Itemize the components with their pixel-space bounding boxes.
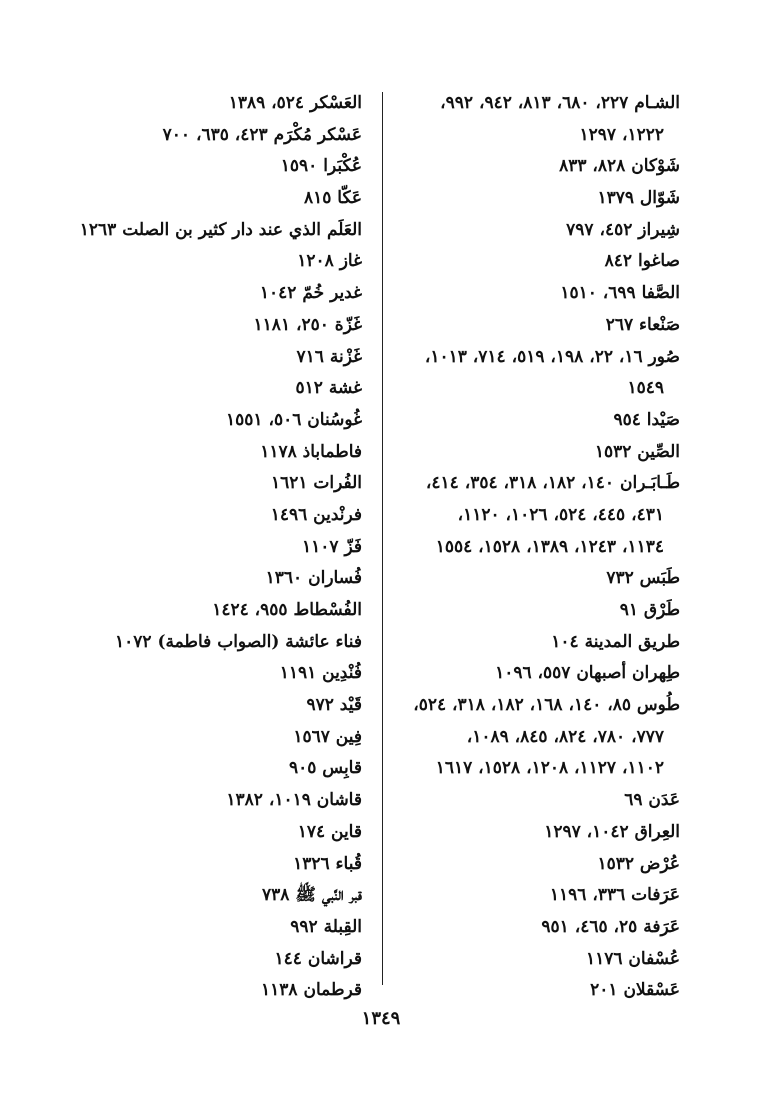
index-entry: طُوس ٨٥، ١٤٠، ١٦٨، ١٨٢، ٣١٨، ٥٢٤، <box>413 695 680 716</box>
index-entry: غدير خُمّ ١٠٤٢ <box>259 283 362 304</box>
index-entry: صَنْعاء ٢٦٧ <box>605 314 680 335</box>
index-entry: صاغوا ٨٤٢ <box>604 251 680 272</box>
index-entry: قَيْد ٩٧٢ <box>306 695 362 716</box>
index-entry: طَبَس ٧٣٢ <box>606 568 680 589</box>
index-entry-continuation: ١١٣٤، ١٢٤٣، ١٣٨٩، ١٥٢٨، ١٥٥٤ <box>435 536 664 557</box>
right-index-column <box>380 88 680 1007</box>
index-entry: شَوْكان ٨٢٨، ٨٣٣ <box>559 156 680 177</box>
index-entry: فِين ١٥٦٧ <box>293 726 362 747</box>
index-entry: شَوّال ١٣٧٩ <box>597 188 680 209</box>
index-entry-continuation: ١٥٤٩ <box>627 378 664 399</box>
index-entry: الفُرات ١٦٢١ <box>270 473 362 494</box>
index-entry: عُرْض ١٥٣٢ <box>597 853 680 874</box>
index-entry: فناء عائشة (الصواب فاطمة) ١٠٧٢ <box>115 631 362 652</box>
index-entry: قابِس ٩٠٥ <box>288 758 362 779</box>
index-entry-continuation: ١٢٢٢، ١٢٩٧ <box>579 124 664 145</box>
index-entry-continuation: ٤٣١، ٤٤٥، ٥٢٤، ١٠٢٦، ١١٢٠، <box>457 504 664 525</box>
index-entry: فاطماباذ ١١٧٨ <box>260 441 362 462</box>
index-entry: الشـام ٢٢٧، ٦٨٠، ٨١٣، ٩٤٢، ٩٩٢، <box>440 93 680 113</box>
index-entry: عُكْبَرا ١٥٩٠ <box>280 156 362 177</box>
index-entry: غشة ٥١٢ <box>295 378 362 399</box>
index-entry: القِبلة ٩٩٢ <box>290 916 362 937</box>
index-entry: طِهران أصبهان ٥٥٧، ١٠٩٦ <box>495 663 680 684</box>
index-entry: غَزْنة ٧١٦ <box>296 346 362 367</box>
index-entry: طَرْق ٩١ <box>619 600 680 620</box>
index-entry: صُور ١٦، ٢٢، ١٩٨، ٥١٩، ٧١٤، ١٠١٣، <box>424 346 680 367</box>
index-entry: غَزّة ٢٥٠، ١١٨١ <box>253 314 362 335</box>
index-entry: قُباء ١٣٢٦ <box>293 853 362 874</box>
index-entry: العَلَم الذي عند دار كثير بن الصلت ١٢٦٣ <box>79 219 362 240</box>
index-entry: فرنْدين ١٤٩٦ <box>270 504 362 525</box>
index-entry: صَيْدا ٩٥٤ <box>613 409 680 430</box>
index-entry: غُوسُنان ٥٠٦، ١٥٥١ <box>226 409 362 430</box>
index-entry: الصِّين ١٥٣٢ <box>594 441 680 462</box>
index-entry: عَدَن ٦٩ <box>624 790 680 811</box>
index-entry: قاشان ١٠١٩، ١٣٨٢ <box>226 790 362 811</box>
index-entry: طَـابَـران ١٤٠، ١٨٢، ٣١٨، ٣٥٤، ٤١٤، <box>425 473 680 494</box>
index-entry: عَسْكر مُكْرَم ٤٢٣، ٦٣٥، ٧٠٠ <box>162 124 362 145</box>
index-entry: فَزّ ١١٠٧ <box>302 536 362 557</box>
index-entry: عَكّا ٨١٥ <box>303 188 362 209</box>
index-entry: قراشان ١٤٤ <box>274 948 362 969</box>
index-entry-continuation: ١١٠٢، ١١٢٧، ١٢٠٨، ١٥٢٨، ١٦١٧ <box>435 758 664 779</box>
index-entry: قبر النَّبي ﷺ ٧٣٨ <box>262 885 362 906</box>
index-entry: العِراق ١٠٤٢، ١٢٩٧ <box>544 821 680 842</box>
index-entry: طريق المدينة ١٠٤ <box>551 631 680 652</box>
left-index-column <box>62 88 362 1007</box>
index-entry: الفُسْطاط ٩٥٥، ١٤٢٤ <box>212 600 362 620</box>
column-divider <box>382 92 383 985</box>
index-entry: قرطمان ١١٣٨ <box>261 980 362 1001</box>
index-entry: عُسْفان ١١٧٦ <box>585 948 680 969</box>
index-entry: شِيراز ٤٥٢، ٧٩٧ <box>566 219 680 240</box>
page-number: ١٣٤٩ <box>361 1008 401 1029</box>
index-entry: عَرَفات ٣٣٦، ١١٩٦ <box>549 885 680 906</box>
index-entry: فُنْدِين ١١٩١ <box>279 663 362 684</box>
index-entry: عَسْقلان ٢٠١ <box>590 980 680 1001</box>
index-entry: العَسْكر ٥٢٤، ١٣٨٩ <box>228 93 362 113</box>
index-entry: فُساران ١٣٦٠ <box>265 568 362 589</box>
index-entry: عَرَفة ٢٥، ٤٦٥، ٩٥١ <box>541 916 680 937</box>
index-entry: الصَّفا ٦٩٩، ١٥١٠ <box>560 283 680 304</box>
index-entry-continuation: ٧٧٧، ٧٨٠، ٨٢٤، ٨٤٥، ١٠٨٩، <box>466 726 664 747</box>
index-entry: قاين ١٧٤ <box>297 821 362 842</box>
index-entry: غاز ١٢٠٨ <box>297 251 362 272</box>
